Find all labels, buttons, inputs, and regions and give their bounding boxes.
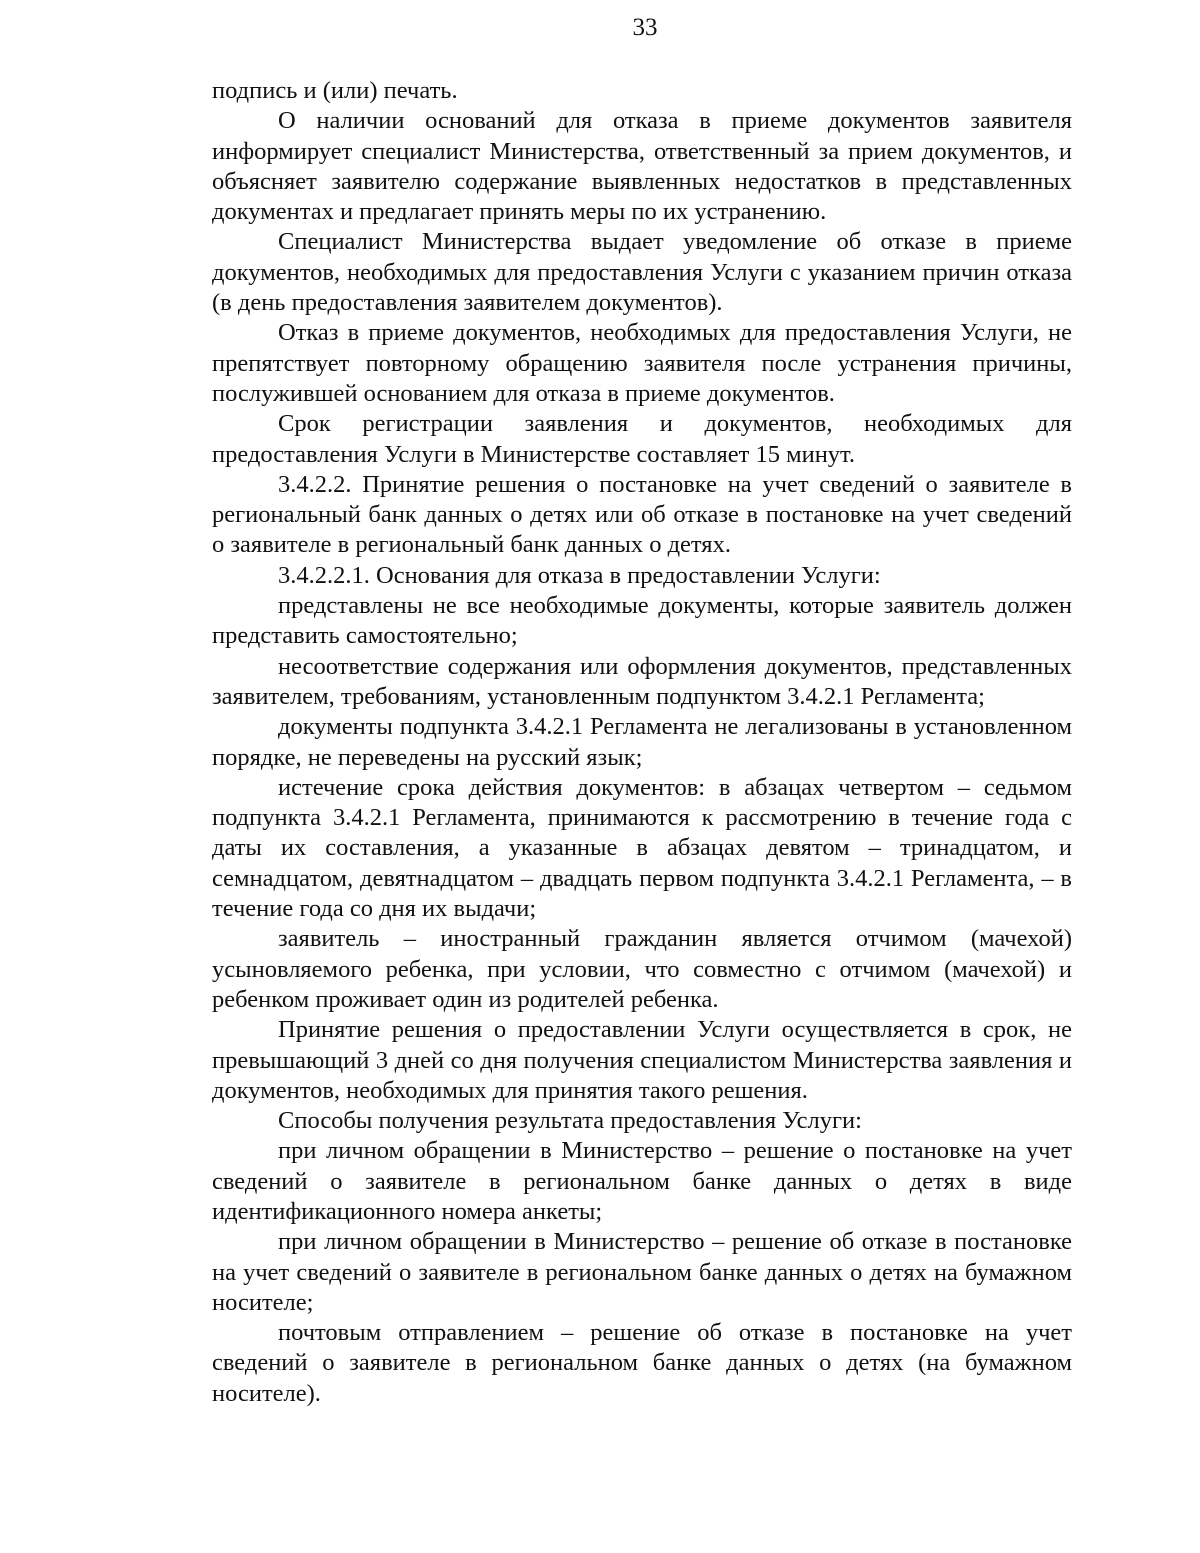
result-method-in-person-approval: при личном обращении в Министерство – решение о постановке на учет сведений о заявителе в региональном банке данных о детях в виде идентификационного номера анкеты; [212,1137,1072,1225]
page-number: 33 [632,14,658,41]
paragraph-refusal-notice: Специалист Министерства выдает уведомление об отказе в приеме документов, необходимых для предоставления Услуги с указанием причин отказа (в день предоставления заявителем документов). [212,228,1072,317]
paragraph-reapplication: Отказ в приеме документов, необходимых для предоставления Услуги, не препятствует повторному обращению заявителя после устранения причины, послужившей основанием для отказа в приеме документов. [212,319,1072,407]
section-3-4-2-2-1-heading: 3.4.2.2.1. Основания для отказа в предоставлении Услуги: [278,561,881,589]
section-3-4-2-2-heading: 3.4.2.2. Принятие решения о постановке на учет сведений о заявителе в региональный банк данных о детях или об отказе в постановке на учет сведений о заявителе в региональный банк данных о детях. [212,470,1072,559]
refusal-ground-nonconformity: несоответствие содержания или оформления документов, представленных заявителем, требованиям, установленным подпунктом 3.4.2.1 Регламента; [212,652,1072,710]
paragraph-registration-term: Срок регистрации заявления и документов, необходимых для предоставления Услуги в Министерстве составляет 15 минут. [212,410,1072,468]
document-body [212,76,1072,1409]
refusal-ground-foreign-stepparent: заявитель – иностранный гражданин является отчимом (мачехой) усыновляемого ребенка, при условии, что совместно с отчимом (мачехой) и ребенком проживает один из родителей ребенка. [212,925,1072,1013]
refusal-ground-expired: истечение срока действия документов: в абзацах четвертом – седьмом подпункта 3.4.2.1 Регламента, принимаются к рассмотрению в течение года с даты их составления, а указанные в абзацах девятом – тринадцатом, и семнадцатом, девятнадцатом – двадцать первом подпункта 3.4.2.1 Регламента, – в течение года со дня их выдачи; [212,773,1072,923]
result-method-in-person-refusal: при личном обращении в Министерство – решение об отказе в постановке на учет сведений о заявителе в региональном банке данных о детях на бумажном носителе; [212,1228,1072,1316]
refusal-ground-incomplete-documents: представлены не все необходимые документы, которые заявитель должен представить самостоятельно; [212,592,1072,650]
paragraph-continuation: подпись и (или) печать. [212,77,458,104]
paragraph-result-methods: Способы получения результата предоставления Услуги: [278,1107,862,1135]
paragraph-decision-term: Принятие решения о предоставлении Услуги осуществляется в срок, не превышающий 3 дней со дня получения специалистом Министерства заявления и документов, необходимых для принятия такого решения. [212,1016,1072,1104]
result-method-postal: почтовым отправлением – решение об отказе в постановке на учет сведений о заявителе в региональном банке данных о детях (на бумажном носителе). [212,1319,1072,1407]
refusal-ground-not-legalized: документы подпункта 3.4.2.1 Регламента не легализованы в установленном порядке, не переведены на русский язык; [212,713,1072,771]
paragraph-refusal-grounds-info: О наличии оснований для отказа в приеме документов заявителя информирует специалист Министерства, ответственный за прием документов, и объясняет заявителю содержание выявленных недостатков в представленных документах и предлагает принять меры по их устранению. [212,107,1072,226]
